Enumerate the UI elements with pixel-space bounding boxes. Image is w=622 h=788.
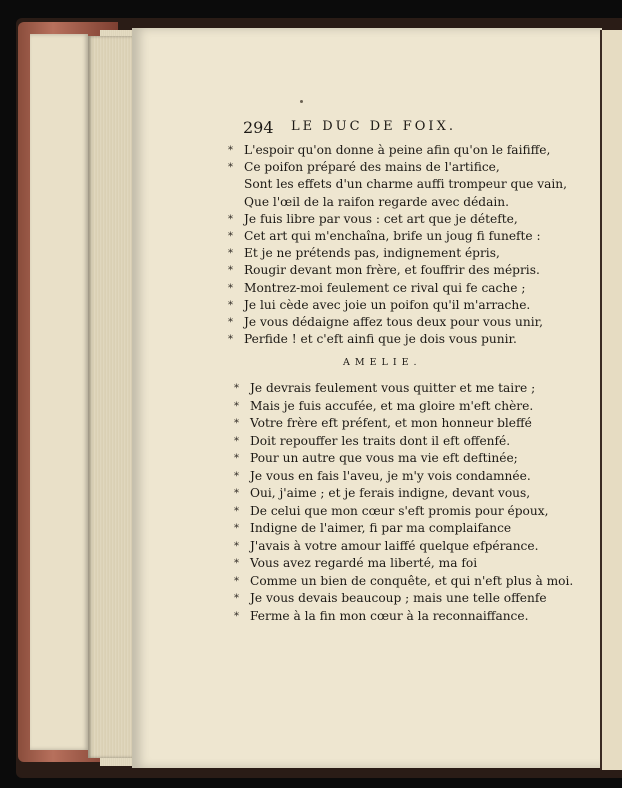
revision-asterisk: *	[228, 265, 233, 277]
verse-line	[228, 211, 592, 228]
verse-line	[234, 573, 598, 591]
verse-line	[232, 194, 592, 211]
verse-line	[234, 608, 598, 626]
paper-speck	[300, 100, 303, 103]
revision-asterisk: *	[234, 523, 239, 534]
revision-asterisk: *	[228, 162, 233, 174]
verse-text: Cet art qui m'enchaîna, brife un joug fi funefte :	[244, 228, 541, 243]
verse-text: Indigne de l'aimer, fi par ma complaifance	[250, 521, 512, 535]
revision-asterisk: *	[228, 316, 233, 328]
revision-asterisk: *	[228, 145, 233, 156]
verse-line	[234, 590, 598, 608]
revision-asterisk: *	[234, 383, 239, 394]
revision-asterisk: *	[228, 248, 233, 260]
verse-text: Oui, j'aime ; et je ferais indigne, devant vous,	[250, 486, 531, 500]
revision-asterisk: *	[234, 540, 239, 552]
revision-asterisk: *	[234, 593, 239, 604]
verse-line	[234, 415, 598, 433]
revision-asterisk: *	[234, 505, 239, 517]
revision-asterisk: *	[234, 435, 239, 447]
revision-asterisk: *	[228, 230, 233, 242]
revision-asterisk: *	[234, 575, 239, 587]
verse-line	[228, 297, 592, 314]
verse-text: Je fuis libre par vous : cet art que je détefte,	[244, 211, 518, 226]
verse-line	[234, 538, 598, 556]
running-title: LE DUC DE FOIX.	[291, 119, 456, 134]
verse-text: L'espoir qu'on donne à peine afin qu'on le faififfe,	[244, 143, 551, 157]
page-number: 294	[243, 118, 274, 137]
left-flyleaf	[30, 34, 88, 750]
verse-text: Ferme à la fin mon cœur à la reconnaiffance.	[250, 608, 529, 623]
verse-text: Je devrais feulement vous quitter et me taire ;	[250, 381, 536, 395]
verse-text: Je vous dédaigne affez tous deux pour vous unir,	[244, 314, 543, 329]
verse-line	[228, 228, 592, 245]
verse-line	[228, 280, 592, 297]
verse-line	[234, 520, 598, 538]
verse-line	[228, 245, 592, 262]
verse-text: Je lui cède avec joie un poifon qu'il m'arrache.	[244, 297, 531, 312]
verse-line	[234, 555, 598, 573]
verse-text: Doit repouffer les traits dont il eft offenfé.	[250, 433, 511, 448]
verse-text: Mais je fuis accufée, et ma gloire m'eft chère.	[250, 398, 534, 413]
revision-asterisk: *	[234, 453, 239, 464]
verse-line	[234, 468, 598, 486]
facing-page-edge	[600, 30, 622, 770]
verse-text: Et je ne prétends pas, indignement épris,	[244, 246, 500, 261]
verse-line	[234, 398, 598, 416]
verse-line	[234, 380, 598, 398]
revision-asterisk: *	[234, 470, 239, 482]
revision-asterisk: *	[234, 400, 239, 412]
speech-duke	[228, 142, 592, 348]
revision-asterisk: *	[228, 299, 233, 311]
verse-text: Comme un bien de conquête, et qui n'eft plus à moi.	[250, 573, 574, 588]
verse-line	[228, 262, 592, 279]
verse-line	[234, 485, 598, 503]
verse-text: Ce poifon préparé des mains de l'artifice,	[244, 160, 500, 175]
verse-line	[228, 331, 592, 348]
revision-asterisk: *	[234, 488, 239, 499]
verse-text: Je vous en fais l'aveu, je m'y vois condamnée.	[250, 468, 531, 483]
verse-line	[228, 142, 592, 159]
revision-asterisk: *	[234, 418, 239, 429]
verse-text: Je vous devais beaucoup ; mais une telle offenfe	[250, 591, 547, 605]
page-header	[243, 118, 543, 138]
revision-asterisk: *	[234, 610, 239, 622]
page-stack	[88, 36, 132, 758]
verse-text: Vous avez regardé ma liberté, ma foi	[250, 556, 478, 570]
revision-asterisk: *	[228, 213, 233, 225]
verse-text: Que l'œil de la raifon regarde avec dédain.	[244, 194, 509, 209]
verse-text: Pour un autre que vous ma vie eft deftinée;	[250, 451, 518, 465]
verse-text: Perfide ! et c'eft ainfi que je dois vous punir.	[244, 332, 517, 347]
verse-line	[234, 450, 598, 468]
verse-line	[234, 503, 598, 521]
verse-text: J'avais à votre amour laiffé quelque efpérance.	[250, 538, 539, 553]
speech-amelie	[234, 380, 598, 625]
verse-line	[234, 433, 598, 451]
revision-asterisk: *	[228, 334, 233, 346]
verse-line	[232, 176, 592, 193]
verse-text: Rougir devant mon frère, et fouffrir des mépris.	[244, 263, 540, 278]
revision-asterisk: *	[228, 282, 233, 294]
verse-line	[228, 314, 592, 331]
revision-asterisk: *	[234, 558, 239, 569]
speaker-name: AMELIE.	[343, 357, 422, 368]
verse-line	[228, 159, 592, 176]
verse-text: Montrez-moi feulement ce rival qui fe cache ;	[244, 280, 526, 295]
verse-text: Votre frère eft préfent, et mon honneur bleffé	[250, 416, 532, 430]
verse-text: De celui que mon cœur s'eft promis pour époux,	[250, 503, 549, 518]
verse-text: Sont les effets d'un charme auffi trompeur que vain,	[244, 177, 568, 192]
